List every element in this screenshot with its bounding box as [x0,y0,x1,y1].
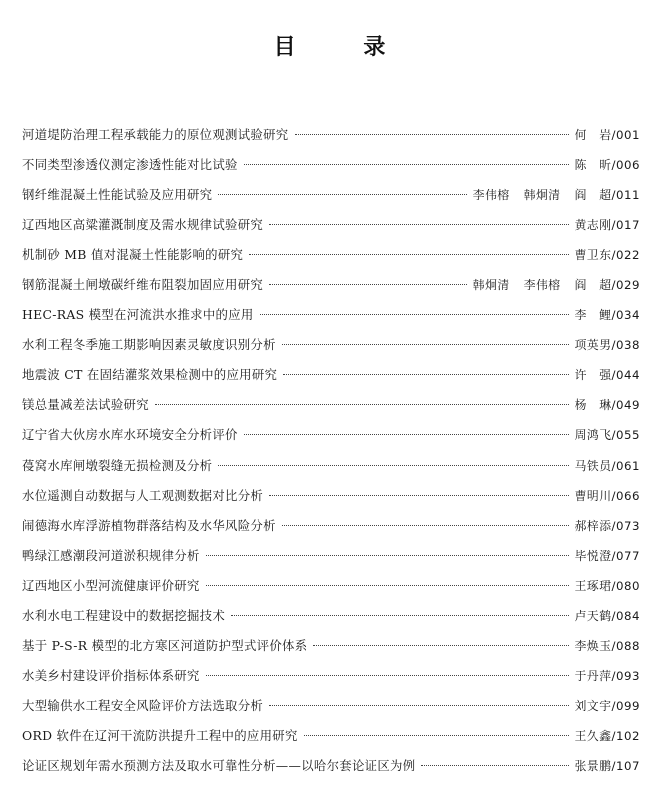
toc-entry-title: 葠窝水库闸墩裂缝无损检测及分析 [22,457,213,473]
toc-entry-author-page: 陈 昕/006 [574,158,640,173]
toc-entry-co-author: 李伟榕 [472,188,510,203]
toc-entry-author-page: 曹明川/066 [574,488,640,503]
toc-entry[interactable] [22,607,640,637]
toc-entry-title: 镁总量减差法试验研究 [22,397,149,413]
toc-entry[interactable] [22,697,640,727]
toc-entry[interactable] [22,126,640,156]
dot-leader [206,555,569,556]
dot-leader [304,735,569,736]
toc-entry-author-page: 王琢珺/080 [574,578,640,593]
toc-entry[interactable] [22,366,640,396]
dot-leader [231,615,569,616]
toc-entry[interactable] [22,246,640,276]
toc-entry-title: 不同类型渗透仪测定渗透性能对比试验 [22,157,238,173]
dot-leader [155,404,569,405]
dot-leader [244,434,569,435]
toc-entry-title: HEC-RAS 模型在河流洪水推求中的应用 [22,307,254,323]
toc-entry-author-page: 李焕玉/088 [574,638,640,653]
toc-entry-title: 大型输供水工程安全风险评价方法选取分析 [22,697,264,713]
toc-entry-author-page: 杨 琳/049 [574,398,640,413]
toc-entry-title: 基于 P-S-R 模型的北方寒区河道防护型式评价体系 [22,637,308,653]
dot-leader [282,344,569,345]
toc-entry-title: 水位遥测自动数据与人工观测数据对比分析 [22,487,264,503]
toc-entry-title: 辽西地区高粱灌溉制度及需水规律试验研究 [22,217,264,233]
toc-entry[interactable] [22,577,640,607]
toc-entry-author-page: 黄志刚/017 [574,218,640,233]
toc-entry-author-page: 曹卫东/022 [574,248,640,263]
toc-entry[interactable] [22,216,640,246]
toc-entry-title: 辽宁省大伙房水库水环境安全分析评价 [22,427,238,443]
toc-entry[interactable] [22,336,640,366]
toc-entry-author-page: 毕悦澄/077 [574,548,640,563]
toc-entry-author-page: 周鸿飞/055 [574,428,640,443]
toc-entry-co-author: 韩炯清 [523,188,561,203]
dot-leader [421,765,568,766]
dot-leader [249,254,568,255]
toc-entry-author-page: 于丹萍/093 [574,668,640,683]
toc-entry-title: 地震波 CT 在固结灌浆效果检测中的应用研究 [22,367,278,383]
dot-leader [218,465,568,466]
toc-entry[interactable] [22,457,640,487]
page-title: 目 录 [273,35,416,60]
toc-entry-title: 闹德海水库浮游植物群落结构及水华风险分析 [22,517,276,533]
toc-entry[interactable] [22,396,640,426]
toc-entry-title: ORD 软件在辽河干流防洪提升工程中的应用研究 [22,727,298,743]
toc-entry-author-page: 马铁员/061 [574,458,640,473]
dot-leader [269,705,568,706]
toc-entry-author-page: 卢天鹤/084 [574,608,640,623]
toc-entry[interactable] [22,727,640,757]
dot-leader [282,525,569,526]
dot-leader [269,284,467,285]
toc-entry[interactable] [22,517,640,547]
dot-leader [206,585,569,586]
dot-leader [269,224,568,225]
toc-entry-author-page: 许 强/044 [574,368,640,383]
toc-entry[interactable] [22,186,640,216]
toc-entry-title: 鸭绿江感潮段河道淤积规律分析 [22,547,200,563]
toc-entry[interactable] [22,276,640,306]
toc-entry-title: 水美乡村建设评价指标体系研究 [22,667,200,683]
toc-entry-author-page: 项英男/038 [574,338,640,353]
toc-entry-title: 论证区规划年需水预测方法及取水可靠性分析——以哈尔套论证区为例 [22,757,416,773]
dot-leader [295,134,569,135]
toc-entry[interactable] [22,757,640,787]
dot-leader [206,675,569,676]
toc-entry-title: 钢筋混凝土闸墩碳纤维布阻裂加固应用研究 [22,277,264,293]
toc-entry[interactable] [22,637,640,667]
toc-entry-title: 河道堤防治理工程承载能力的原位观测试验研究 [22,127,289,142]
toc-entry[interactable] [22,487,640,517]
toc-entry[interactable] [22,426,640,456]
dot-leader [313,645,568,646]
toc-entry-co-author: 李伟榕 [523,278,561,293]
toc-entry-author-page: 王久鑫/102 [574,728,640,743]
toc-entry-title: 水利工程冬季施工期影响因素灵敏度识别分析 [22,337,276,353]
dot-leader [269,495,568,496]
toc-entry-author-page: 郝梓添/073 [574,518,640,533]
toc-entry-title: 水利水电工程建设中的数据挖掘技术 [22,607,226,623]
toc-entry-author-page: 阎 超/011 [574,188,640,203]
toc-entry[interactable] [22,306,640,336]
toc-entry-author-page: 何 岩/001 [574,128,640,142]
dot-leader [260,314,569,315]
dot-leader [244,164,569,165]
toc-entry-author-page: 张景鹏/107 [574,758,640,773]
toc-entry-author-page: 李 鲤/034 [574,308,640,323]
toc-entry-co-author: 韩炯清 [472,278,510,293]
toc-entry-title: 钢纤维混凝土性能试验及应用研究 [22,187,213,203]
toc-entry[interactable] [22,156,640,186]
toc-entry-title: 机制砂 MB 值对混凝土性能影响的研究 [22,247,244,263]
toc-entry[interactable] [22,547,640,577]
dot-leader [218,194,466,195]
toc-entry-author-page: 刘文宇/099 [574,698,640,713]
toc-entry-author-page: 阎 超/029 [574,278,640,293]
toc-entry[interactable] [22,667,640,697]
table-of-contents [22,126,640,787]
dot-leader [283,374,568,375]
toc-entry-title: 辽西地区小型河流健康评价研究 [22,577,200,593]
